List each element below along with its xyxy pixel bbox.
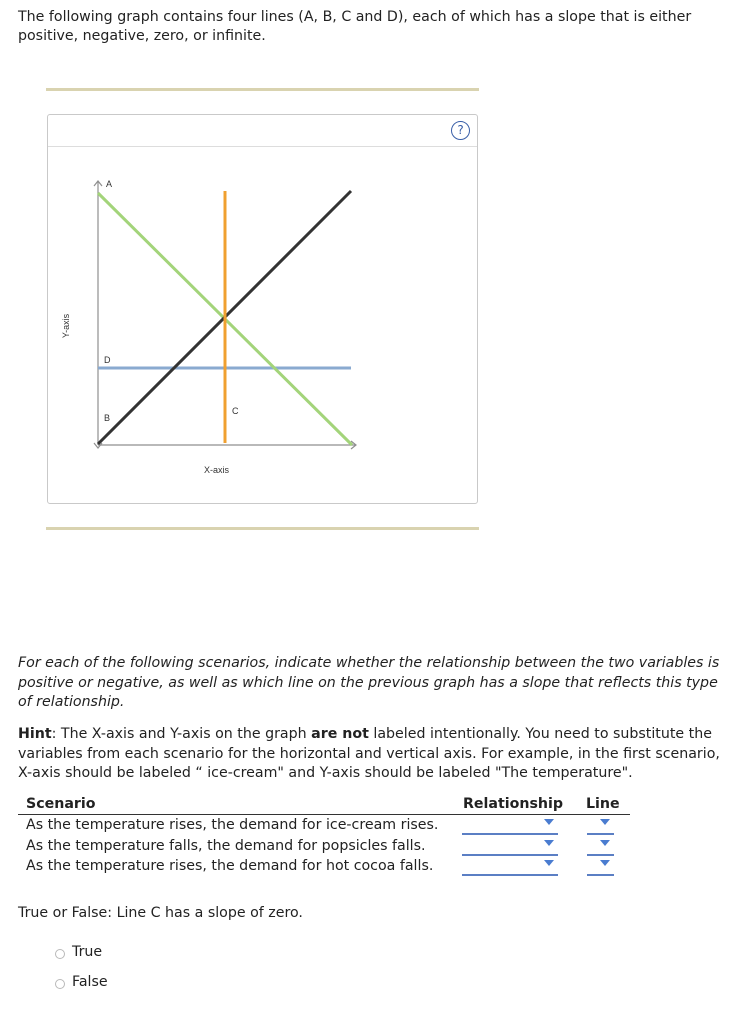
scenario-text: As the temperature rises, the demand for ice-cream rises. (26, 817, 439, 833)
dropdown-arrow-icon (600, 840, 610, 846)
intro-text: The following graph contains four lines (A, B, C and D), each of which has a slope that is either positive, negative, zero, or infinite. (18, 9, 692, 44)
table-row (18, 836, 630, 857)
hint-part-2: labeled intentionally. You need to substitute the variables from each scenario for the horizontal and vertical axis. For example, in the first scenario, X-axis should be labeled “ ice-cream" and Y-axis should be labeled "The temperature". (18, 726, 720, 781)
hint-bold: are not (311, 726, 369, 742)
dropdown-arrow-icon (600, 860, 610, 866)
hint-label: Hint (18, 726, 52, 742)
scenario-text: As the temperature falls, the demand for popsicles falls. (26, 837, 426, 854)
relationship-select[interactable] (462, 836, 558, 856)
graph-panel[interactable] (47, 114, 478, 504)
help-button[interactable]: ? (451, 121, 470, 140)
line-a-label: A (106, 179, 113, 189)
dropdown-arrow-icon (544, 819, 554, 825)
relationship-select[interactable] (462, 856, 558, 876)
col-scenario-header: Scenario (26, 796, 96, 812)
divider-top (46, 88, 479, 91)
dropdown-arrow-icon (600, 819, 610, 825)
y-axis-label-wrap (59, 313, 71, 341)
line-select[interactable] (587, 815, 614, 835)
divider-bottom (46, 527, 479, 530)
scenario-table (18, 795, 630, 877)
col-line-header: Line (586, 796, 620, 812)
option-label: True (72, 944, 103, 960)
line-select[interactable] (587, 836, 614, 856)
line-c-label: C (232, 406, 239, 416)
x-axis-label: X-axis (204, 465, 230, 475)
scenario-text: As the temperature rises, the demand for hot cocoa falls. (26, 858, 434, 874)
option-label: False (72, 974, 108, 990)
table-row (18, 815, 630, 836)
line-select[interactable] (587, 856, 614, 876)
line-b-label: B (104, 413, 111, 423)
line-d-label: D (104, 355, 111, 365)
col-relationship-header: Relationship (463, 796, 564, 812)
true-false-question: True or False: Line C has a slope of zero. (18, 905, 303, 921)
radio-button-icon[interactable] (55, 949, 65, 959)
dropdown-arrow-icon (544, 840, 554, 846)
table-row (18, 856, 630, 877)
hint-text (18, 725, 726, 784)
instructions-text: For each of the following scenarios, indicate whether the relationship between the two variables is positive or negative, as well as which line on the previous graph has a slope that reflects this type of relationship. (18, 655, 720, 710)
graph-canvas (48, 115, 477, 503)
y-axis-label: Y-axis (61, 313, 71, 339)
relationship-select[interactable] (462, 815, 558, 835)
radio-button-icon[interactable] (55, 979, 65, 989)
scenario-table-header (18, 795, 630, 815)
dropdown-arrow-icon (544, 860, 554, 866)
hint-part-1: : The X-axis and Y-axis on the graph (51, 726, 312, 742)
